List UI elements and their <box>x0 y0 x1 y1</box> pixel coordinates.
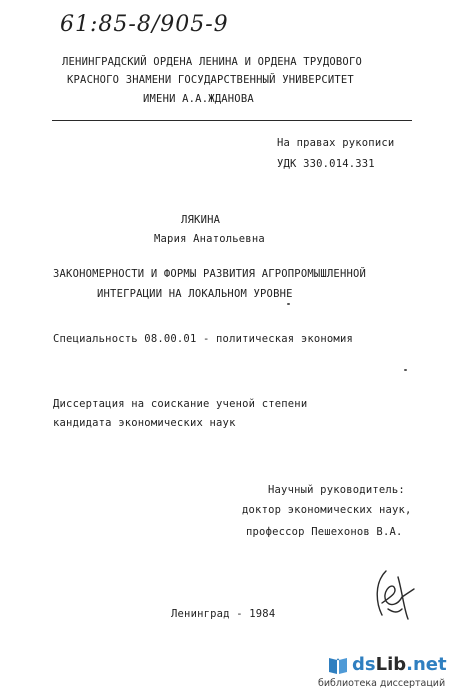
dissertation-line-2: кандидата экономических наук <box>53 417 236 429</box>
supervisor-name: профессор Пешехонов В.А. <box>246 526 403 538</box>
header-divider <box>52 120 412 121</box>
speck <box>404 369 407 371</box>
university-line-1: ЛЕНИНГРАДСКИЙ ОРДЕНА ЛЕНИНА И ОРДЕНА ТРУДОВОГО <box>62 56 362 68</box>
university-line-3: ИМЕНИ А.А.ЖДАНОВА <box>143 93 254 105</box>
watermark-subtitle: библиотека диссертаций <box>318 678 446 689</box>
author-surname: ЛЯКИНА <box>181 214 221 226</box>
watermark-logo: dsLib.net <box>352 654 447 675</box>
watermark[interactable] <box>316 648 450 699</box>
university-line-2: КРАСНОГО ЗНАМЕНИ ГОСУДАРСТВЕННЫЙ УНИВЕРСИТЕТ <box>67 74 354 86</box>
handwritten-signature <box>368 563 418 623</box>
book-icon <box>326 653 350 677</box>
author-name: Мария Анатольевна <box>154 233 265 245</box>
specialty: Специальность 08.00.01 - политическая экономия <box>53 333 353 345</box>
dissertation-line-1: Диссертация на соискание ученой степени <box>53 398 308 410</box>
manuscript-rights: На правах рукописи <box>277 137 395 149</box>
archive-number-handwritten: 61:85-8/905-9 <box>60 12 229 37</box>
supervisor-label: Научный руководитель: <box>268 484 405 496</box>
supervisor-degree: доктор экономических наук, <box>242 504 412 516</box>
speck <box>287 303 290 305</box>
udc-code: УДК 330.014.331 <box>277 158 375 170</box>
place-year: Ленинград - 1984 <box>171 608 276 620</box>
title-line-2: ИНТЕГРАЦИИ НА ЛОКАЛЬНОМ УРОВНЕ <box>97 288 293 300</box>
title-line-1: ЗАКОНОМЕРНОСТИ И ФОРМЫ РАЗВИТИЯ АГРОПРОМЫШЛЕННОЙ <box>53 268 367 280</box>
